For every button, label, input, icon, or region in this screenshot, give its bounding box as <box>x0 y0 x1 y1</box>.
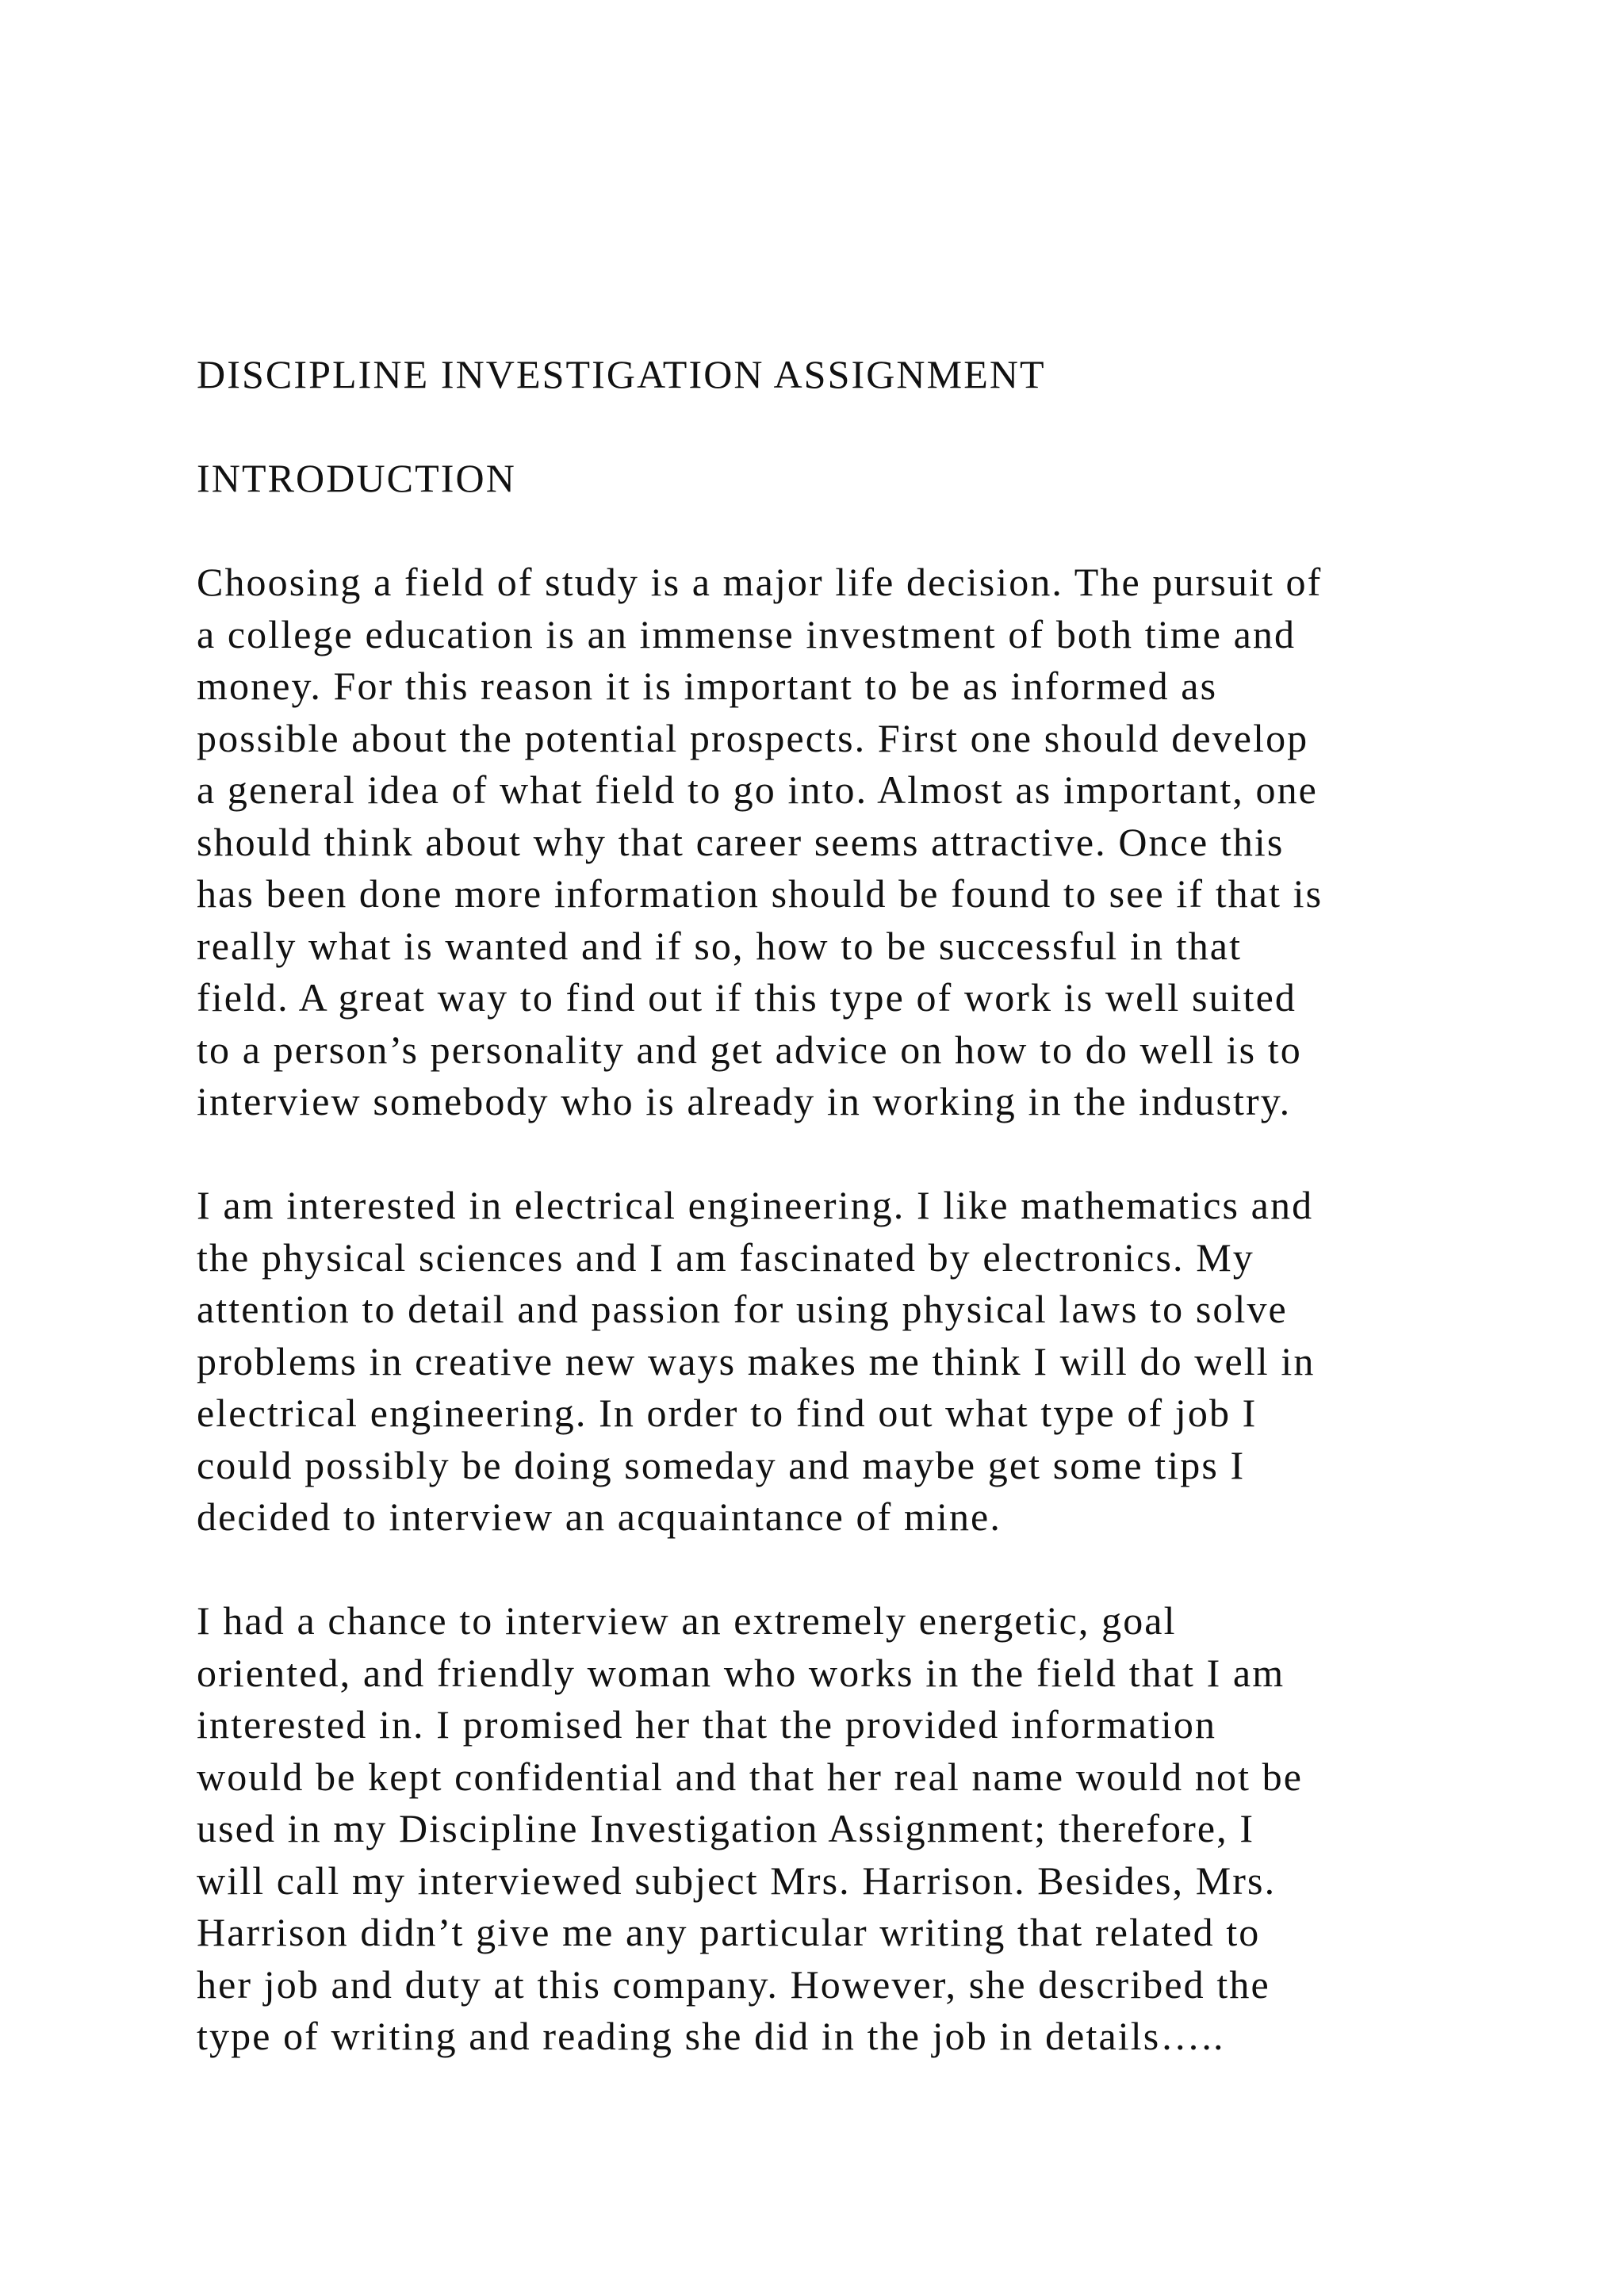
document-body <box>197 349 1497 2063</box>
paragraph-line: problems in creative new ways makes me think I will do well in <box>197 1338 1316 1383</box>
paragraph-line: Harrison didn’t give me any particular writing that related to <box>197 1910 1261 1954</box>
paragraph-line: her job and duty at this company. However, she described the <box>197 1961 1270 2007</box>
paragraph-intro <box>197 557 1497 1128</box>
paragraph-line: field. A great way to find out if this type of work is well suited <box>197 975 1297 1020</box>
paragraph-line: used in my Discipline Investigation Assignment; therefore, I <box>197 1806 1255 1850</box>
paragraph-interview <box>197 1595 1497 2063</box>
paragraph-line: has been done more information should be found to see if that is <box>197 871 1323 916</box>
spacer <box>197 1544 1497 1596</box>
spacer <box>197 505 1497 557</box>
paragraph-line: interview somebody who is already in working in the industry. <box>197 1079 1292 1123</box>
paragraph-line: interested in. I promised her that the provided information <box>197 1702 1217 1747</box>
paragraph-line: type of writing and reading she did in the job in details….. <box>197 2014 1225 2058</box>
paragraph-line: possible about the potential prospects. First one should develop <box>197 715 1309 760</box>
paragraph-line: really what is wanted and if so, how to be successful in that <box>197 923 1243 968</box>
paragraph-line: could possibly be doing someday and maybe get some tips I <box>197 1442 1246 1487</box>
paragraph-line: to a person’s personality and get advice on how to do well is to <box>197 1027 1302 1072</box>
paragraph-line: should think about why that career seems attractive. Once this <box>197 819 1285 864</box>
paragraph-line: will call my interviewed subject Mrs. Harrison. Besides, Mrs. <box>197 1858 1277 1903</box>
paragraph-interest <box>197 1180 1497 1544</box>
paragraph-line: money. For this reason it is important to be as informed as <box>197 664 1218 708</box>
paragraph-line: Choosing a field of study is a major life decision. The pursuit of <box>197 560 1323 604</box>
paragraph-line: electrical engineering. In order to find out what type of job I <box>197 1391 1258 1435</box>
section-heading: INTRODUCTION <box>197 456 516 500</box>
paragraph-line: decided to interview an acquaintance of mine. <box>197 1494 1002 1539</box>
paragraph-line: would be kept confidential and that her real name would not be <box>197 1754 1304 1799</box>
document-title: DISCIPLINE INVESTIGATION ASSIGNMENT <box>197 352 1046 396</box>
paragraph-line: the physical sciences and I am fascinated by electronics. My <box>197 1234 1254 1280</box>
paragraph-line: oriented, and friendly woman who works in the field that I am <box>197 1650 1285 1695</box>
paragraph-line: a college education is an immense investment of both time and <box>197 611 1297 656</box>
paragraph-line: I had a chance to interview an extremely energetic, goal <box>197 1598 1177 1643</box>
spacer <box>197 401 1497 453</box>
spacer <box>197 1128 1497 1181</box>
paragraph-line: a general idea of what field to go into. Almost as important, one <box>197 767 1318 812</box>
paragraph-line: I am interested in electrical engineering. I like mathematics and <box>197 1183 1314 1227</box>
paragraph-line: attention to detail and passion for using physical laws to solve <box>197 1287 1288 1331</box>
